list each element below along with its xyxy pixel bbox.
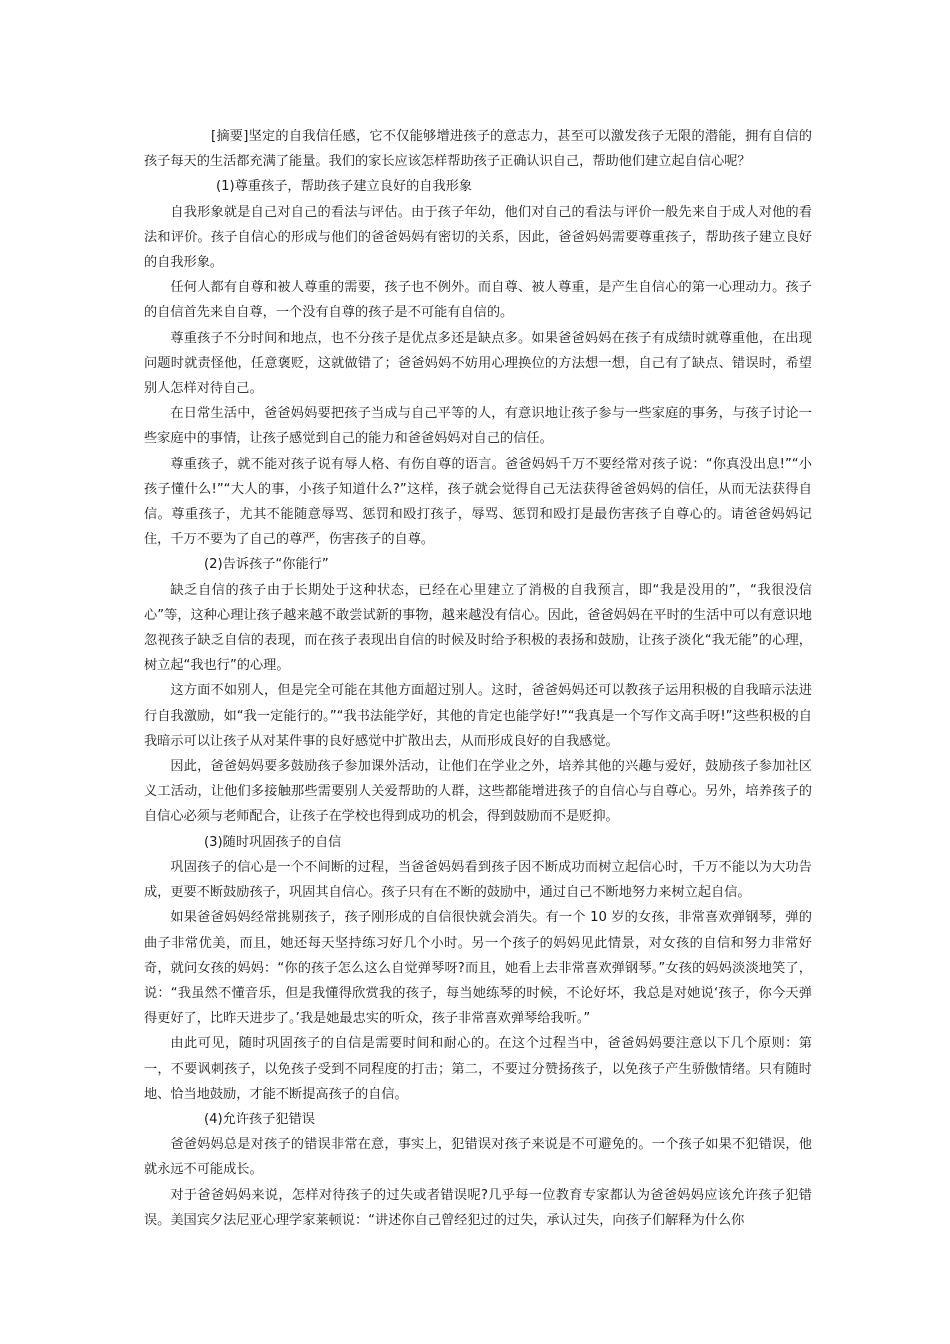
body-paragraph: 尊重孩子，就不能对孩子说有辱人格、有伤自尊的语言。爸爸妈妈千万不要经常对孩子说：“你真没出息!”“小孩子懂什么!”“大人的事，小孩子知道什么?”这样，孩子就会觉得自己无法获得爸爸妈妈的信任，从而无法获得自信。尊重孩子，尤其不能随意辱骂、惩罚和殴打孩子，辱骂、惩罚和殴打是最伤害孩子自尊心的。请爸爸妈妈记住，千万不要为了自己的尊严，伤害孩子的自尊。 [144, 456, 812, 548]
body-paragraph: 这方面不如别人，但是完全可能在其他方面超过别人。这时，爸爸妈妈还可以教孩子运用积极的自我暗示法进行自我激励，如“我一定能行的。”“我书法能学好，其他的肯定也能学好!”“我真是一个写作文高手呀!”这些积极的自我暗示可以让孩子从对某件事的良好感觉中扩散出去，从而形成良好的自我感觉。 [144, 683, 812, 749]
body-paragraph: 在日常生活中，爸爸妈妈要把孩子当成与自己平等的人，有意识地让孩子参与一些家庭的事务，与孩子讨论一些家庭中的事情，让孩子感觉到自己的能力和爸爸妈妈对自己的信任。 [144, 406, 812, 447]
section-heading-4: (4)允许孩子犯错误 [204, 1111, 315, 1127]
body-paragraph: 巩固孩子的信心是一个不间断的过程，当爸爸妈妈看到孩子因不断成功而树立起信心时，千万不能以为大功告成，更要不断鼓励孩子，巩固其自信心。孩子只有在不断的鼓励中，通过自己不断地努力来树立起自信。 [144, 859, 812, 901]
section-heading-2: (2)告诉孩子“你能行” [204, 557, 329, 573]
document-body [144, 124, 812, 1233]
body-paragraph: 由此可见，随时巩固孩子的自信是需要时间和耐心的。在这个过程当中，爸爸妈妈要注意以下几个原则：第一，不要讽刺孩子，以免孩子受到不同程度的打击；第二，不要过分赞扬孩子，以免孩子产生骄傲情绪。只有随时地、恰当地鼓励，才能不断提高孩子的自信。 [144, 1036, 812, 1102]
body-paragraph: 如果爸爸妈妈经常挑剔孩子，孩子刚形成的自信很快就会消失。有一个 10 岁的女孩，非常喜欢弹钢琴，弹的曲子非常优美，而且，她还每天坚持练习好几个小时。另一个孩子的妈妈见此情景，对女孩的自信和努力非常好奇，就问女孩的妈妈：“你的孩子怎么这么自觉弹琴呀?而且，她看上去非常喜欢弹钢琴。”女孩的妈妈淡淡地笑了，说：“我虽然不懂音乐，但是我懂得欣赏我的孩子，每当她练琴的时候，不论好坏，我总是对她说‘孩子，你今天弹得更好了，比昨天进步了。’我是她最忠实的听众，孩子非常喜欢弹琴给我听。” [144, 910, 812, 1027]
body-paragraph: 缺乏自信的孩子由于长期处于这种状态，已经在心里建立了消极的自我预言，即“我是没用的”，“我很没信心”等，这种心理让孩子越来越不敢尝试新的事物，越来越没有信心。因此，爸爸妈妈在平时的生活中可以有意识地忽视孩子缺乏自信的表现，而在孩子表现出自信的时候及时给予积极的表扬和鼓励，让孩子淡化“我无能”的心理，树立起“我也行”的心理。 [144, 582, 812, 674]
abstract-text: [摘要]坚定的自我信任感，它不仅能够增进孩子的意志力，甚至可以激发孩子无限的潜能，拥有自信的孩子每天的生活都充满了能量。我们的家长应该怎样帮助孩子正确认识自己，帮助他们建立起自信心呢？ [144, 129, 812, 170]
body-paragraph: 对于爸爸妈妈来说，怎样对待孩子的过失或者错误呢?几乎每一位教育专家都认为爸爸妈妈应该允许孩子犯错误。美国宾夕法尼亚心理学家莱顿说：“讲述你自己曾经犯过的过失，承认过失，向孩子们解释为什么你 [144, 1187, 812, 1228]
body-paragraph: 爸爸妈妈总是对孩子的错误非常在意，事实上，犯错误对孩子来说是不可避免的。一个孩子如果不犯错误，他就永远不可能成长。 [144, 1137, 812, 1178]
body-paragraph: 自我形象就是自己对自己的看法与评估。由于孩子年幼，他们对自己的看法与评价一般先来自于成人对他的看法和评价。孩子自信心的形成与他们的爸爸妈妈有密切的关系，因此，爸爸妈妈需要尊重孩子，帮助孩子建立良好的自我形象。 [144, 204, 812, 271]
body-paragraph: 因此，爸爸妈妈要多鼓励孩子参加课外活动，让他们在学业之外，培养其他的兴趣与爱好，鼓励孩子参加社区义工活动，让他们多接触那些需要别人关爱帮助的人群，这些都能增进孩子的自信心与自尊心。另外，培养孩子的自信心必须与老师配合，让孩子在学校也得到成功的机会，得到鼓励而不是贬抑。 [144, 759, 812, 825]
abstract-paragraph [144, 124, 812, 174]
body-paragraph: 任何人都有自尊和被人尊重的需要，孩子也不例外。而自尊、被人尊重，是产生自信心的第一心理动力。孩子的自信首先来自自尊，一个没有自尊的孩子是不可能有自信的。 [144, 280, 812, 321]
section-heading-1: (1)尊重孩子，帮助孩子建立良好的自我形象 [216, 179, 473, 195]
section-heading-3: (3)随时巩固孩子的自信 [204, 834, 342, 850]
body-paragraph: 尊重孩子不分时间和地点，也不分孩子是优点多还是缺点多。如果爸爸妈妈在孩子有成绩时就尊重他，在出现问题时就责怪他，任意褒贬，这就做错了；爸爸妈妈不妨用心理换位的方法想一想，自己有了缺点、错误时，希望别人怎样对待自己。 [144, 330, 812, 397]
